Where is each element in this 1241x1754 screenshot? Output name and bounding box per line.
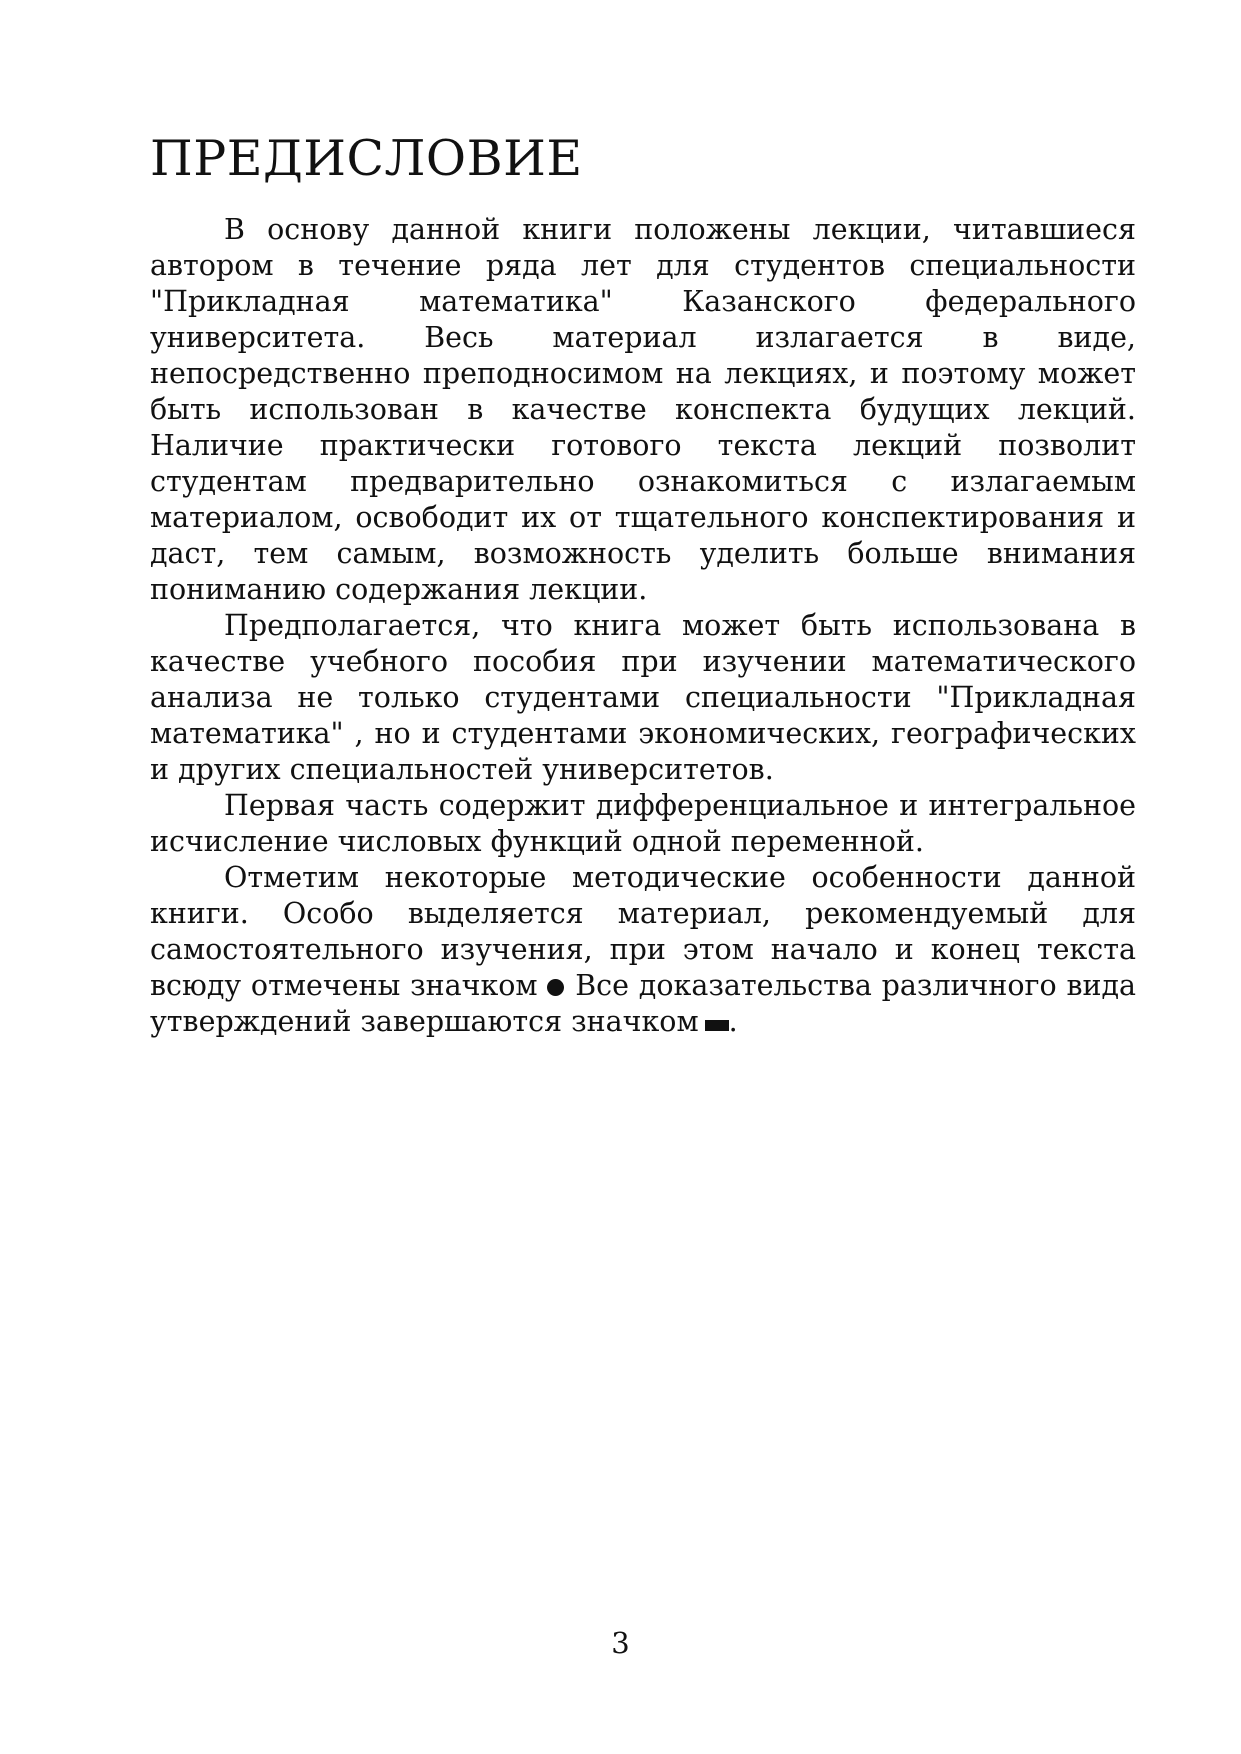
paragraph-4-text-middle: Все доказательства различного вида утверждений завершаются значком <box>150 969 1137 1038</box>
paragraph-4 <box>150 860 1136 1040</box>
preface-body <box>150 212 1136 1040</box>
end-of-proof-icon <box>705 1020 729 1031</box>
paragraph-4-text-end: . <box>728 1005 738 1038</box>
paragraph-3: Первая часть содержит дифференциальное и интегральное исчисление числовых функций одной переменной. <box>150 789 1136 858</box>
page-number: 3 <box>611 1626 630 1660</box>
paragraph-2: Предполагается, что книга может быть использована в качестве учебного пособия при изучении математического анализа не только студентами специальности "Прикладная математика" , но и студентами экономических, географических и других специальностей университетов. <box>150 609 1136 786</box>
paragraph-4-text-start: Отметим некоторые методические особенности данной книги. Особо выделяется материал, рекомендуемый для самостоятельного изучения, при этом начало и конец текста всюду отмечены значком <box>150 861 1136 1002</box>
bullet-marker-icon <box>547 979 564 996</box>
paragraph-1: В основу данной книги положены лекции, читавшиеся автором в течение ряда лет для студентов специальности "Прикладная математика" Казанского федерального университета. Весь материал излагается в виде, непосредственно преподносимом на лекциях, и поэтому может быть использован в качестве конспекта будущих лекций. Наличие практически готового текста лекций позволит студентам предварительно ознакомиться с излагаемым материалом, освободит их от тщательного конспектирования и даст, тем самым, возможность уделить больше внимания пониманию содержания лекции. <box>150 213 1136 606</box>
page-title: ПРЕДИСЛОВИЕ <box>150 130 583 187</box>
